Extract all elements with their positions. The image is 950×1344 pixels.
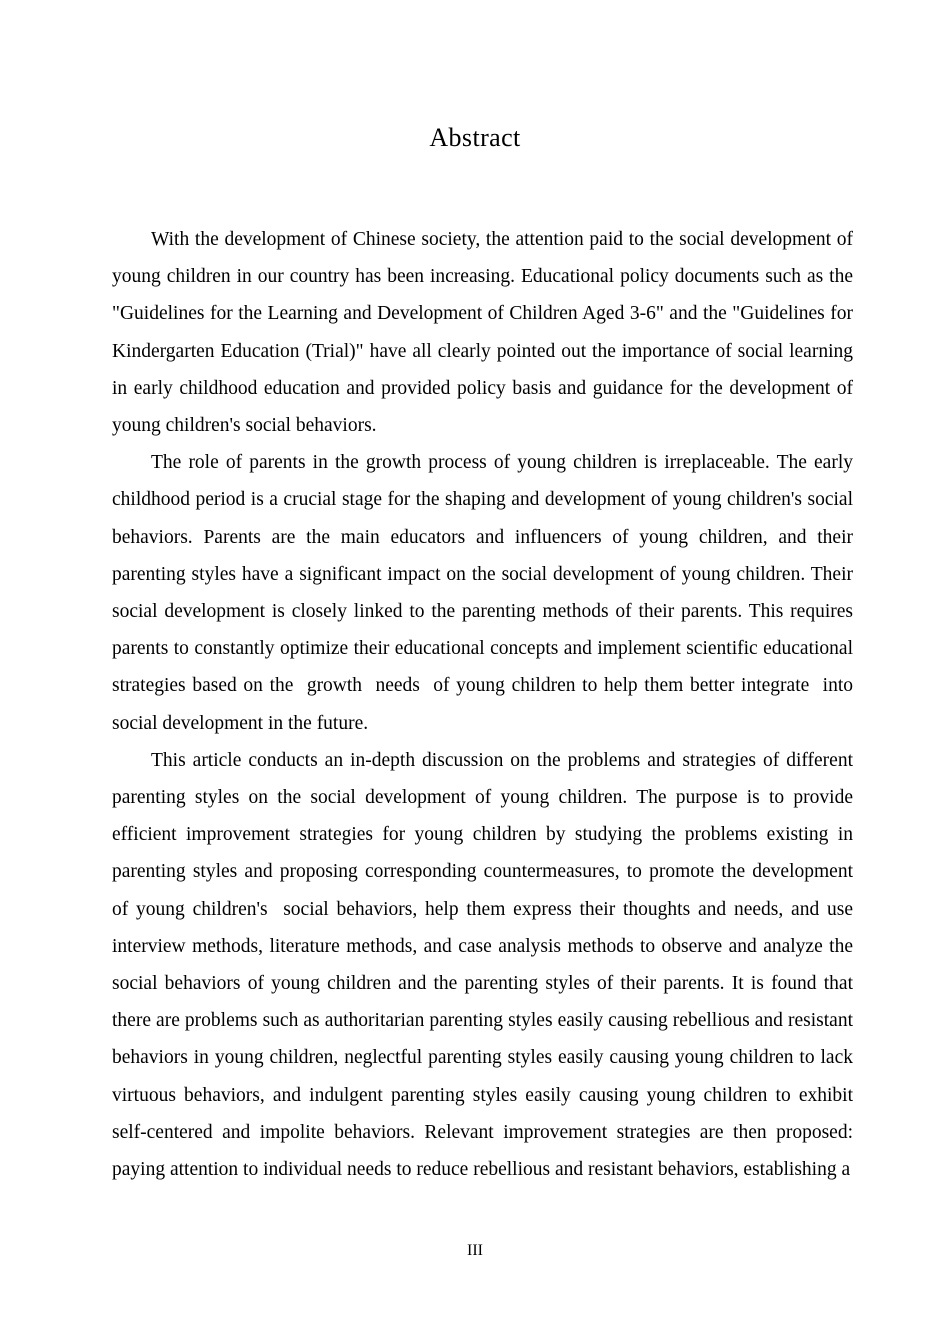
page-number: III [467,1242,483,1259]
abstract-paragraph-3: This article conducts an in-depth discussion on the problems and strategies of different parenting styles on the social development of young children. The purpose is to provide efficient improvement strategies for young children by studying the problems existing in parenting styles and proposing corresponding countermeasures, to promote the development of young children's social behaviors, help them express their thoughts and needs, and use interview methods, literature methods, and case analysis methods to observe and analyze the social behaviors of young children and the parenting styles of their parents. It is found that there are problems such as authoritarian parenting styles easily causing rebellious and resistant behaviors in young children, neglectful parenting styles easily causing young children to lack virtuous behaviors, and indulgent parenting styles easily causing young children to exhibit self-centered and impolite behaviors. Relevant improvement strategies are then proposed: paying attention to individual needs to reduce rebellious and resistant behaviors, establishing a [112,749,858,1181]
abstract-paragraph-1: With the development of Chinese society, the attention paid to the social development of young children in our country has been increasing. Educational policy documents such as the "Guidelines for the Learning and Development of Children Aged 3-6" and the "Guidelines for Kindergarten Education (Trial)" have all clearly pointed out the importance of social learning in early childhood education and provided policy basis and guidance for the development of young children's social behaviors. [112,229,858,437]
abstract-paragraph-2: The role of parents in the growth process of young children is irreplaceable. The early childhood period is a crucial stage for the shaping and development of young children's social behaviors. Parents are the main educators and influencers of young children, and their parenting styles have a significant impact on the social development of young children. Their social development is closely linked to the parenting methods of their parents. This requires parents to constantly optimize their educational concepts and implement scientific educational strategies based on the growth needs of young children to help them better integrate into social development in the future. [112,452,863,734]
abstract-body [112,221,863,1188]
page-title: Abstract [429,123,521,152]
